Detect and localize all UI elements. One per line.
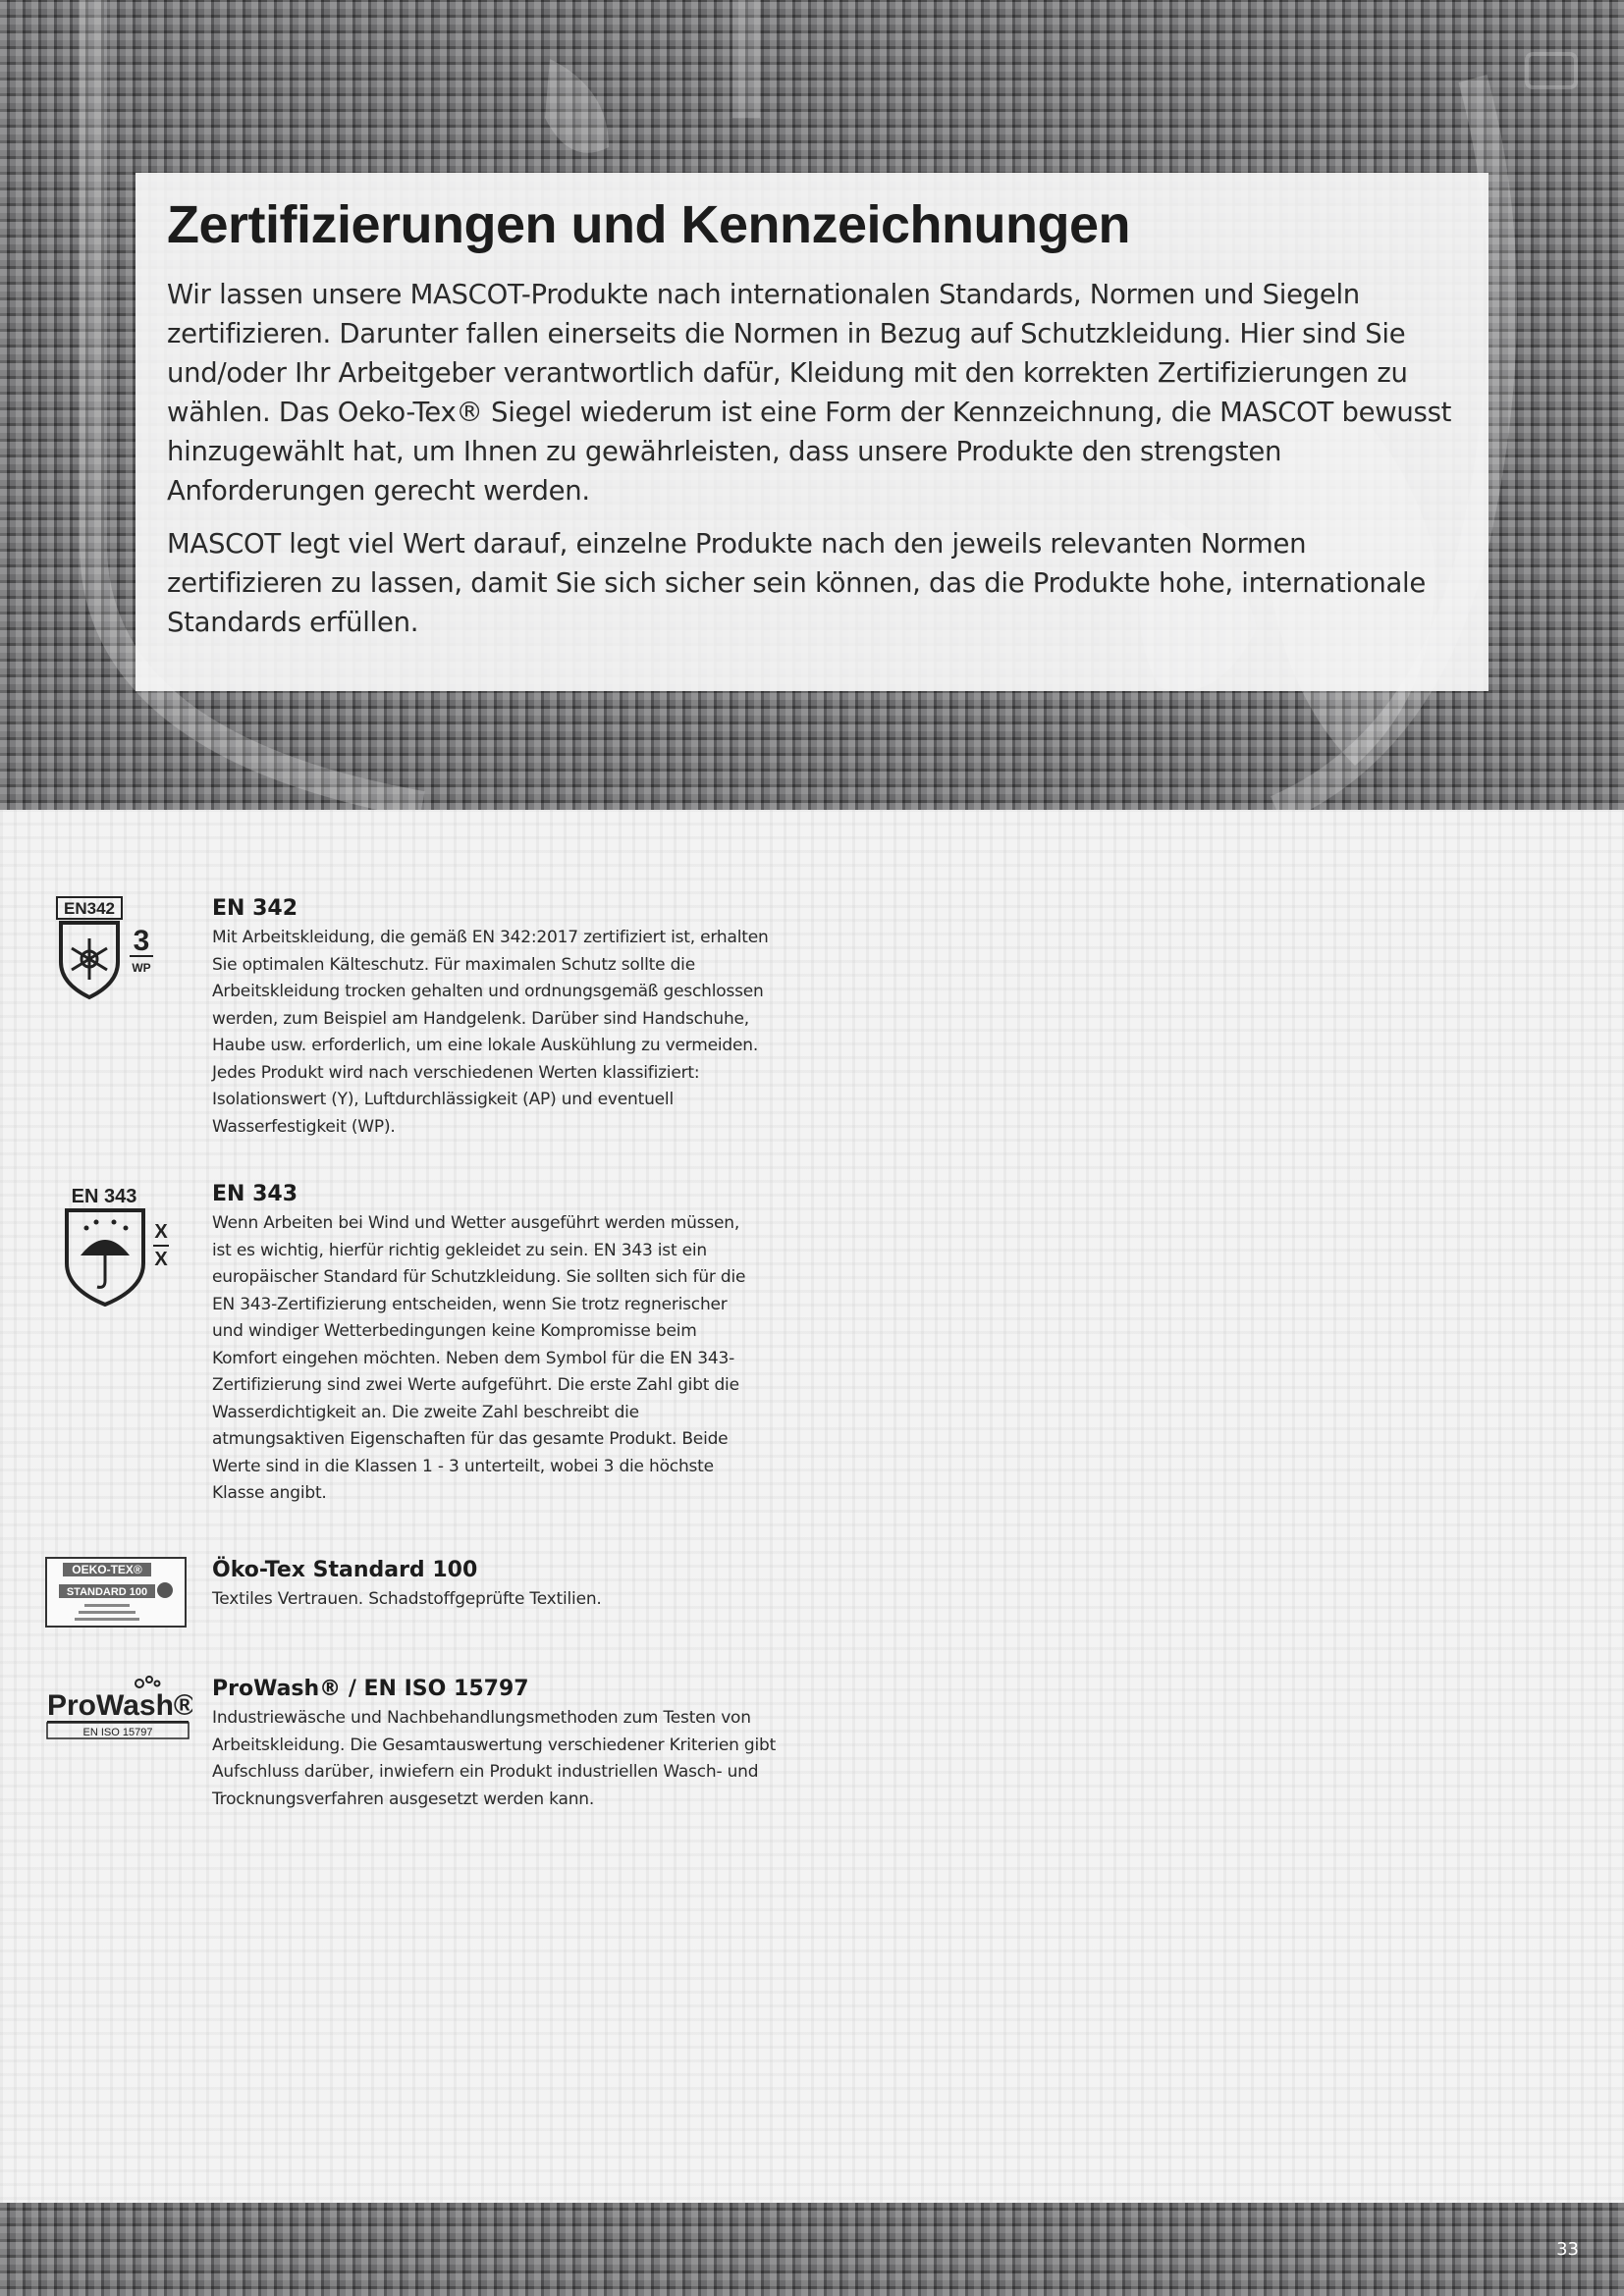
intro-paragraph-1: Wir lassen unsere MASCOT-Produkte nach internationalen Standards, Normen und Siegeln zertifizieren. Darunter fallen einerseits die Normen in Bezug auf Schutzkleidung. Hier sind Sie und/oder Ihr Arbeitgeber verantwortlich dafür, Kleidung mit den korrekten Zertifizierungen zu wählen. Das Oeko-Tex® Siegel wiederum ist eine Form der Kennzeichnung, die MASCOT bewusst hinzugewählt hat, um Ihnen zu gewährleisten, dass unsere Produkte den strengsten Anforderungen gerecht werden. <box>167 279 1452 507</box>
en343-icon-label: EN 343 <box>71 1186 137 1207</box>
prowash-description: Industriewäsche und Nachbehandlungsmethoden zum Testen von Arbeitskleidung. Die Gesamtauswertung verschiedener Kriterien gibt Aufschluss darüber, inwiefern ein Produkt industriellen Wasch- und Trocknungsverfahren ausgesetzt werden kann. <box>212 1708 777 1809</box>
oeko-tex-icon-label: OEKO-TEX® <box>72 1563 142 1576</box>
footer-band <box>0 2203 1624 2296</box>
en342-description: Mit Arbeitskleidung, die gemäß EN 342:2017 zertifiziert ist, erhalten Sie optimalen Kälteschutz. Für maximalen Schutz sollte die Arbeitskleidung trocken gehalten und ordnungsgemäß geschlossen werden, zum Beispiel am Handgelenk. Darüber sind Handschuhe, Haube usw. erforderlich, um eine lokale Auskühlung zu vermeiden. Jedes Produkt wird nach verschiedenen Werten klassifiziert: Isolationswert (Y), Luftdurchlässigkeit (AP) und eventuell Wasserfestigkeit (WP). <box>212 928 769 1137</box>
cold-protection-shield-icon <box>39 895 167 1007</box>
en342-icon-label: EN342 <box>64 899 115 918</box>
en343-description: Wenn Arbeiten bei Wind und Wetter ausgeführt werden müssen, ist es wichtig, hierfür richtig gekleidet zu sein. EN 343 ist ein europäischer Standard für Schutzkleidung. Sie sollten sich für die EN 343-Zertifizierung entscheiden, wenn Sie trotz regnerischer und windiger Wetterbedingungen keine Kompromisse beim Komfort eingehen möchten. Neben dem Symbol für die EN 343-Zertifizierung sind zwei Werte aufgeführt. Die erste Zahl gibt die Wasserdichtigkeit an. Die zweite Zahl beschreibt die atmungsaktiven Eigenschaften für das gesamte Produkt. Beide Werte sind in die Klassen 1 - 3 unterteilt, wobei 3 die höchste Klasse angibt. <box>212 1213 746 1503</box>
page-number: 33 <box>1556 2239 1579 2260</box>
en342-icon-sub: WP <box>132 961 151 975</box>
en342-title: EN 342 <box>212 896 298 921</box>
oeko-tex-label-icon <box>45 1557 187 1631</box>
prowash-icon-label: ProWash® <box>47 1689 192 1722</box>
oeko-tex-icon-sub: STANDARD 100 <box>66 1586 148 1598</box>
prowash-title: ProWash® / EN ISO 15797 <box>212 1677 529 1701</box>
page-title: Zertifizierungen und Kennzeichnungen <box>167 195 1130 254</box>
intro-panel <box>135 173 1489 691</box>
en342-icon-class: 3 <box>133 925 150 957</box>
en343-title: EN 343 <box>212 1182 298 1206</box>
intro-paragraph-2: MASCOT legt viel Wert darauf, einzelne Produkte nach den jeweils relevanten Normen zertifizieren zu lassen, damit Sie sich sicher sein können, das die Produkte hohe, internationale Standards erfüllen. <box>167 528 1427 638</box>
en343-icon-x2: X <box>154 1249 168 1270</box>
prowash-logo-icon <box>45 1676 192 1748</box>
prowash-icon-sub: EN ISO 15797 <box>82 1727 153 1738</box>
en343-icon-x1: X <box>154 1221 168 1243</box>
oeko-tex-title: Öko-Tex Standard 100 <box>212 1558 478 1582</box>
rain-protection-shield-icon <box>39 1181 177 1312</box>
oeko-tex-description: Textiles Vertrauen. Schadstoffgeprüfte Textilien. <box>212 1589 602 1609</box>
